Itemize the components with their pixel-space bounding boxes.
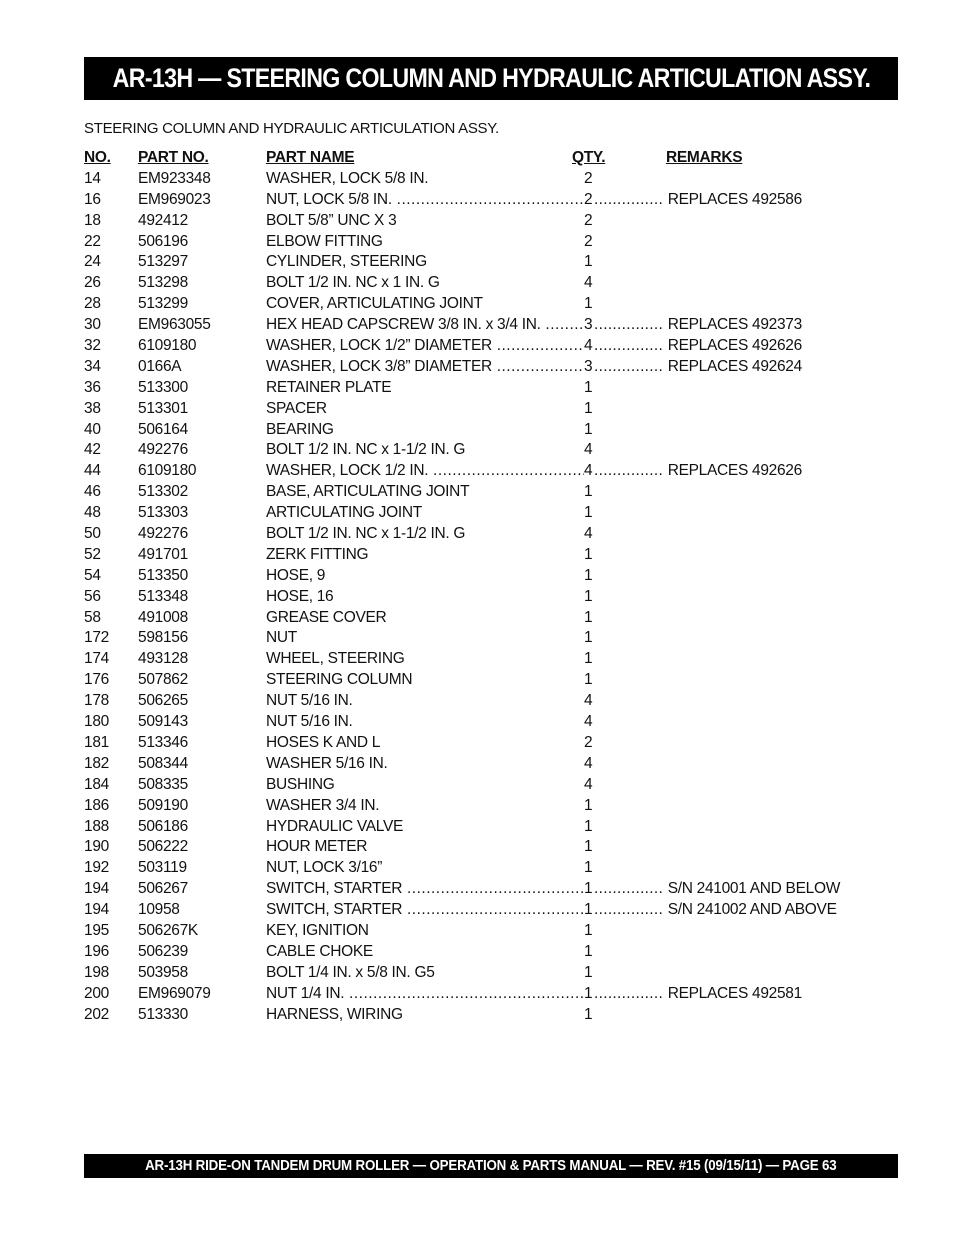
- row-part-no: 492276: [138, 525, 188, 543]
- page-title: AR-13H — STEERING COLUMN AND HYDRAULIC ARTICULATION ASSY.: [112, 63, 870, 93]
- row-no: 188: [84, 817, 109, 835]
- row-qty: 1: [584, 504, 593, 522]
- row-no: 36: [84, 378, 101, 396]
- row-qty: 1: [584, 587, 593, 605]
- table-row: [84, 190, 864, 211]
- row-part-no: 506222: [138, 838, 188, 856]
- table-row: [84, 440, 864, 461]
- row-no: 38: [84, 399, 101, 417]
- row-part-no: 506265: [138, 692, 188, 710]
- row-part-name: SPACER: [266, 399, 327, 417]
- row-qty: 1: [584, 671, 593, 689]
- row-part-no: 507862: [138, 671, 188, 689]
- row-part-name: RETAINER PLATE: [266, 378, 392, 396]
- row-part-no: 491701: [138, 545, 188, 563]
- row-part-no: 513299: [138, 295, 188, 313]
- row-part-no: 513300: [138, 378, 188, 396]
- row-part-name: HOSES K AND L: [266, 733, 381, 751]
- row-qty: 2: [584, 232, 593, 250]
- row-qty: 4: [584, 441, 593, 459]
- table-row: [84, 211, 864, 232]
- row-remarks: ..... REPLACES 492581: [594, 985, 802, 1003]
- row-qty: 4: [584, 462, 593, 480]
- table-row: [84, 670, 864, 691]
- row-no: 182: [84, 754, 109, 772]
- table-row: [84, 837, 864, 858]
- row-no: 195: [84, 921, 109, 939]
- row-qty: 2: [584, 211, 593, 229]
- table-row: [84, 503, 864, 524]
- row-no: 178: [84, 692, 109, 710]
- row-qty: 2: [584, 169, 593, 187]
- row-part-name: BOLT 5/8” UNC X 3: [266, 211, 397, 229]
- table-row: [84, 691, 864, 712]
- row-remarks: ..... REPLACES 492626: [594, 337, 802, 355]
- row-part-no: 10958: [138, 901, 180, 919]
- header-part-no: PART NO.: [138, 149, 209, 166]
- row-part-name: WASHER 5/16 IN.: [266, 754, 388, 772]
- table-header: [84, 148, 864, 169]
- row-part-name: HOSE, 16: [266, 587, 334, 605]
- row-part-no: 513348: [138, 587, 188, 605]
- row-no: 48: [84, 504, 101, 522]
- row-part-name: STEERING COLUMN: [266, 671, 413, 689]
- row-part-no: 513303: [138, 504, 188, 522]
- table-body: [84, 169, 864, 1026]
- row-no: 18: [84, 211, 101, 229]
- row-no: 186: [84, 796, 109, 814]
- row-part-name: HEX HEAD CAPSCREW 3/8 IN. x 3/4 IN. .....: [266, 316, 584, 334]
- row-part-name: NUT: [266, 629, 297, 647]
- row-qty: 1: [584, 921, 593, 939]
- row-no: 44: [84, 462, 101, 480]
- row-part-no: 506267K: [138, 921, 198, 939]
- row-qty: 1: [584, 566, 593, 584]
- table-row: [84, 775, 864, 796]
- table-row: [84, 252, 864, 273]
- row-remarks: ..... REPLACES 492373: [594, 316, 802, 334]
- table-row: [84, 900, 864, 921]
- row-no: 42: [84, 441, 101, 459]
- table-row: [84, 796, 864, 817]
- page-title-bar: [84, 57, 898, 100]
- parts-table: [84, 148, 864, 1025]
- row-part-name: KEY, IGNITION: [266, 921, 369, 939]
- row-qty: 4: [584, 274, 593, 292]
- row-part-name: ZERK FITTING: [266, 545, 369, 563]
- row-part-no: 0166A: [138, 357, 182, 375]
- row-no: 22: [84, 232, 101, 250]
- row-part-no: 513297: [138, 253, 188, 271]
- row-part-no: EM969023: [138, 190, 211, 208]
- row-part-no: 513350: [138, 566, 188, 584]
- row-qty: 4: [584, 692, 593, 710]
- row-qty: 1: [584, 545, 593, 563]
- section-subtitle: STEERING COLUMN AND HYDRAULIC ARTICULATION ASSY.: [84, 120, 499, 137]
- row-remarks: ..... REPLACES 492626: [594, 462, 802, 480]
- row-part-name: HYDRAULIC VALVE: [266, 817, 404, 835]
- row-no: 32: [84, 337, 101, 355]
- row-part-name: BEARING: [266, 420, 334, 438]
- table-row: [84, 754, 864, 775]
- table-row: [84, 315, 864, 336]
- table-row: [84, 420, 864, 441]
- header-no: NO.: [84, 149, 111, 166]
- row-qty: 3: [584, 357, 593, 375]
- row-qty: 1: [584, 817, 593, 835]
- row-part-name: NUT 5/16 IN.: [266, 692, 353, 710]
- table-row: [84, 608, 864, 629]
- row-no: 176: [84, 671, 109, 689]
- table-row: [84, 378, 864, 399]
- row-part-no: 598156: [138, 629, 188, 647]
- row-part-name: WASHER, LOCK 5/8 IN.: [266, 169, 429, 187]
- row-part-name: BASE, ARTICULATING JOINT: [266, 483, 470, 501]
- table-row: [84, 649, 864, 670]
- row-no: 54: [84, 566, 101, 584]
- row-part-no: 509190: [138, 796, 188, 814]
- row-qty: 1: [584, 420, 593, 438]
- row-part-no: 506164: [138, 420, 188, 438]
- table-row: [84, 524, 864, 545]
- row-no: 202: [84, 1005, 109, 1023]
- row-part-no: 513301: [138, 399, 188, 417]
- table-row: [84, 294, 864, 315]
- row-part-name: BOLT 1/4 IN. x 5/8 IN. G5: [266, 963, 435, 981]
- row-part-name: NUT 1/4 IN. .....: [266, 985, 584, 1003]
- row-no: 200: [84, 984, 109, 1002]
- row-qty: 1: [584, 942, 593, 960]
- row-part-name: NUT 5/16 IN.: [266, 713, 353, 731]
- row-qty: 1: [584, 1005, 593, 1023]
- row-qty: 3: [584, 316, 593, 334]
- table-row: [84, 587, 864, 608]
- row-no: 52: [84, 545, 101, 563]
- table-row: [84, 733, 864, 754]
- row-part-no: 506267: [138, 880, 188, 898]
- row-qty: 4: [584, 713, 593, 731]
- row-no: 174: [84, 650, 109, 668]
- row-qty: 1: [584, 378, 593, 396]
- row-part-no: 513298: [138, 274, 188, 292]
- row-qty: 1: [584, 629, 593, 647]
- row-qty: 1: [584, 650, 593, 668]
- row-part-name: HOSE, 9: [266, 566, 326, 584]
- row-part-name: SWITCH, STARTER .....: [266, 901, 584, 919]
- row-part-name: ELBOW FITTING: [266, 232, 383, 250]
- row-qty: 1: [584, 399, 593, 417]
- row-part-no: 492412: [138, 211, 188, 229]
- row-no: 192: [84, 859, 109, 877]
- row-part-no: 508344: [138, 754, 188, 772]
- table-row: [84, 817, 864, 838]
- table-row: [84, 712, 864, 733]
- row-qty: 2: [584, 190, 593, 208]
- table-row: [84, 963, 864, 984]
- row-part-name: NUT, LOCK 5/8 IN. .....: [266, 191, 584, 209]
- row-part-no: 491008: [138, 608, 188, 626]
- row-no: 184: [84, 775, 109, 793]
- row-part-no: 506239: [138, 942, 188, 960]
- row-part-name: HOUR METER: [266, 838, 368, 856]
- table-row: [84, 169, 864, 190]
- row-no: 40: [84, 420, 101, 438]
- row-part-name: GREASE COVER: [266, 608, 387, 626]
- row-qty: 4: [584, 775, 593, 793]
- row-part-name: WASHER, LOCK 1/2 IN. .....: [266, 462, 584, 480]
- row-part-name: COVER, ARTICULATING JOINT: [266, 295, 483, 313]
- row-qty: 1: [584, 483, 593, 501]
- row-no: 46: [84, 483, 101, 501]
- row-part-no: EM923348: [138, 169, 211, 187]
- row-qty: 1: [584, 859, 593, 877]
- row-qty: 4: [584, 754, 593, 772]
- row-part-no: 6109180: [138, 462, 197, 480]
- table-row: [84, 399, 864, 420]
- row-no: 181: [84, 733, 109, 751]
- row-part-name: BOLT 1/2 IN. NC x 1-1/2 IN. G: [266, 525, 466, 543]
- row-no: 16: [84, 190, 101, 208]
- table-row: [84, 858, 864, 879]
- table-row: [84, 273, 864, 294]
- table-row: [84, 879, 864, 900]
- row-qty: 1: [584, 984, 593, 1002]
- row-part-name: BOLT 1/2 IN. NC x 1-1/2 IN. G: [266, 441, 466, 459]
- row-no: 34: [84, 357, 101, 375]
- row-part-no: 509143: [138, 713, 188, 731]
- row-qty: 1: [584, 901, 593, 919]
- table-row: [84, 482, 864, 503]
- row-no: 30: [84, 316, 101, 334]
- row-part-name: ARTICULATING JOINT: [266, 504, 422, 522]
- page-footer: AR-13H RIDE-ON TANDEM DRUM ROLLER — OPERATION & PARTS MANUAL — REV. #15 (09/15/11) — PAGE 63: [145, 1158, 837, 1174]
- row-part-no: 506196: [138, 232, 188, 250]
- table-row: [84, 545, 864, 566]
- row-part-name: CABLE CHOKE: [266, 942, 373, 960]
- row-qty: 1: [584, 295, 593, 313]
- table-row: [84, 1005, 864, 1026]
- row-qty: 4: [584, 337, 593, 355]
- header-remarks: REMARKS: [666, 149, 743, 166]
- row-part-name: BUSHING: [266, 775, 335, 793]
- row-no: 198: [84, 963, 109, 981]
- row-no: 180: [84, 713, 109, 731]
- row-no: 24: [84, 253, 101, 271]
- row-qty: 1: [584, 796, 593, 814]
- row-no: 50: [84, 525, 101, 543]
- row-part-name: BOLT 1/2 IN. NC x 1 IN. G: [266, 274, 440, 292]
- row-part-no: 508335: [138, 775, 188, 793]
- row-part-name: WASHER, LOCK 3/8” DIAMETER .....: [266, 358, 584, 376]
- row-part-name: CYLINDER, STEERING: [266, 253, 427, 271]
- row-part-name: SWITCH, STARTER .....: [266, 880, 584, 898]
- row-part-no: EM963055: [138, 316, 211, 334]
- row-part-no: 506186: [138, 817, 188, 835]
- row-part-no: 6109180: [138, 337, 197, 355]
- row-no: 172: [84, 629, 109, 647]
- row-part-name: WASHER, LOCK 1/2” DIAMETER .....: [266, 337, 584, 355]
- row-qty: 1: [584, 963, 593, 981]
- row-qty: 1: [584, 838, 593, 856]
- row-remarks: ..... S/N 241002 AND ABOVE: [594, 901, 837, 919]
- row-part-no: 493128: [138, 650, 188, 668]
- row-no: 58: [84, 608, 101, 626]
- header-qty: QTY.: [572, 149, 606, 166]
- row-part-name: NUT, LOCK 3/16”: [266, 859, 383, 877]
- row-remarks: ..... REPLACES 492624: [594, 358, 802, 376]
- row-qty: 1: [584, 253, 593, 271]
- table-row: [84, 461, 864, 482]
- row-remarks: ..... REPLACES 492586: [594, 191, 802, 209]
- row-part-no: 503119: [138, 859, 187, 877]
- row-part-name: HARNESS, WIRING: [266, 1005, 403, 1023]
- row-no: 28: [84, 295, 101, 313]
- row-qty: 1: [584, 608, 593, 626]
- table-row: [84, 984, 864, 1005]
- table-row: [84, 628, 864, 649]
- row-qty: 1: [584, 880, 593, 898]
- row-qty: 2: [584, 733, 593, 751]
- table-row: [84, 942, 864, 963]
- table-row: [84, 566, 864, 587]
- row-no: 56: [84, 587, 101, 605]
- row-no: 190: [84, 838, 109, 856]
- table-row: [84, 232, 864, 253]
- table-row: [84, 921, 864, 942]
- row-no: 196: [84, 942, 109, 960]
- row-no: 194: [84, 901, 109, 919]
- row-no: 14: [84, 169, 101, 187]
- row-part-no: 513346: [138, 733, 188, 751]
- table-row: [84, 336, 864, 357]
- row-no: 194: [84, 880, 109, 898]
- row-part-no: 503958: [138, 963, 188, 981]
- row-part-no: 492276: [138, 441, 188, 459]
- row-no: 26: [84, 274, 101, 292]
- table-row: [84, 357, 864, 378]
- row-remarks: ..... S/N 241001 AND BELOW: [594, 880, 840, 898]
- row-qty: 4: [584, 525, 593, 543]
- row-part-no: 513302: [138, 483, 188, 501]
- row-part-no: EM969079: [138, 984, 211, 1002]
- row-part-no: 513330: [138, 1005, 188, 1023]
- row-part-name: WHEEL, STEERING: [266, 650, 405, 668]
- row-part-name: WASHER 3/4 IN.: [266, 796, 380, 814]
- page-footer-bar: [84, 1154, 898, 1178]
- header-part-name: PART NAME: [266, 149, 355, 166]
